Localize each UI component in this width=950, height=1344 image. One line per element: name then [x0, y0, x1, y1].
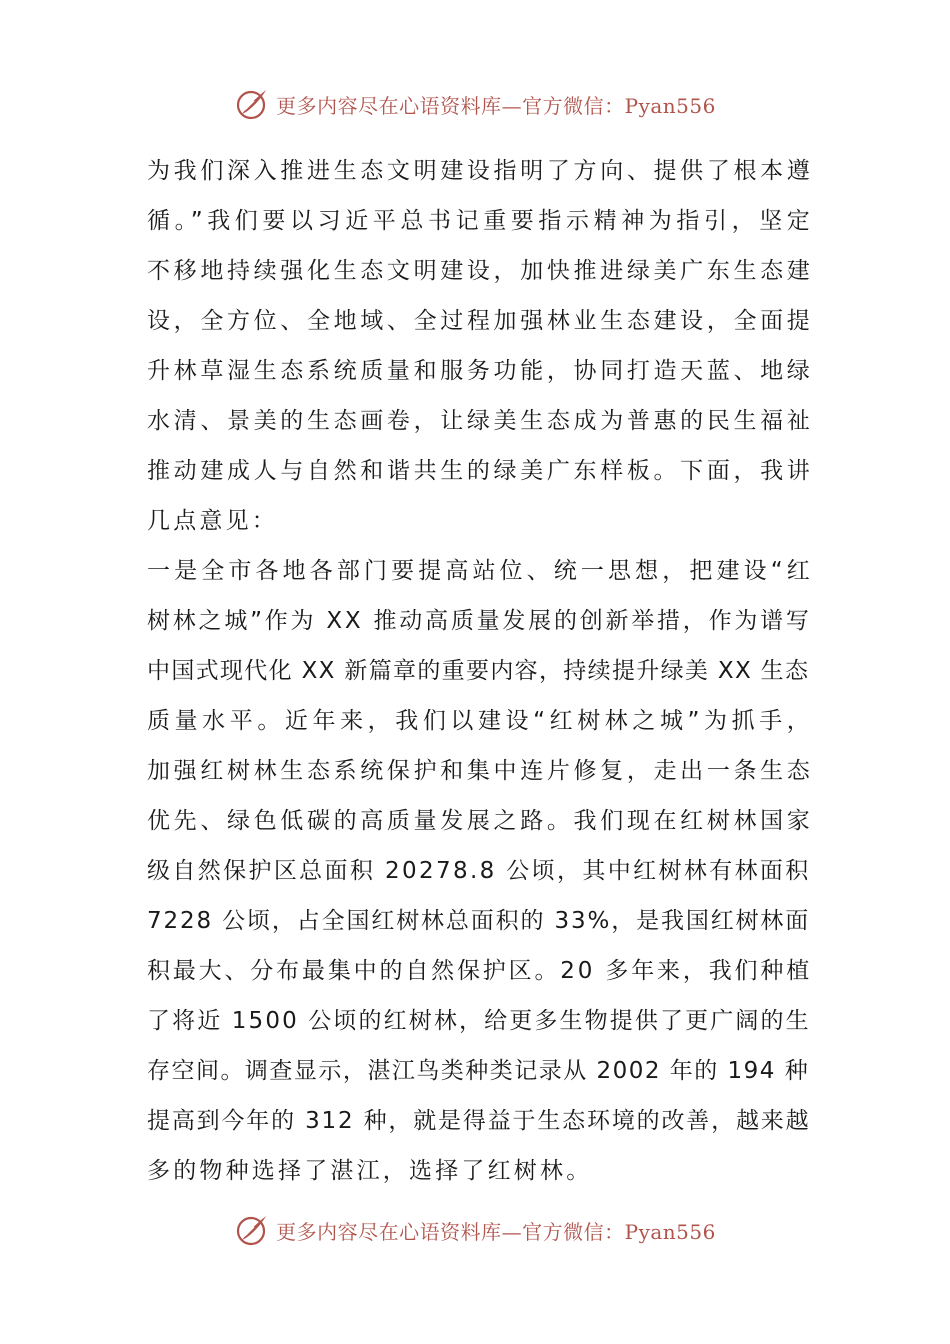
- text-line: 了将近 1500 公顷的红树林，给更多生物提供了更广阔的生: [147, 1008, 811, 1034]
- text-line: 存空间。调查显示，湛江鸟类种类记录从 2002 年的 194 种: [147, 1058, 810, 1084]
- text-line: 优先、绿色低碳的高质量发展之路。我们现在红树林国家: [147, 808, 814, 834]
- text-line: 多的物种选择了湛江，选择了红树林。: [147, 1158, 593, 1184]
- text-line: 树林之城”作为 XX 推动高质量发展的创新举措，作为谱写: [147, 608, 812, 634]
- text-line: 升林草湿生态系统质量和服务功能，协同打造天蓝、地绿: [147, 358, 814, 384]
- text-line: 水清、景美的生态画卷，让绿美生态成为普惠的民生福祉: [147, 408, 814, 434]
- footer-banner-text: 更多内容尽在心语资料库—官方微信：Pyan556: [276, 1219, 716, 1244]
- header-banner: [0, 84, 950, 124]
- text-line: 加强红树林生态系统保护和集中连片修复，走出一条生态: [147, 758, 814, 784]
- text-line: 一是全市各地各部门要提高站位、统一思想，把建设“红: [147, 558, 814, 584]
- text-line: 提高到今年的 312 种，就是得益于生态环境的改善，越来越: [147, 1108, 811, 1134]
- text-line: 不移地持续强化生态文明建设，加快推进绿美广东生态建: [147, 258, 814, 284]
- text-line: 7228 公顷，占全国红树林总面积的 33%，是我国红树林面: [147, 908, 811, 934]
- text-line: 质量水平。近年来，我们以建设“红树林之城”为抓手，: [147, 708, 815, 734]
- header-banner-text: 更多内容尽在心语资料库—官方微信：Pyan556: [276, 93, 716, 118]
- text-line: 为我们深入推进生态文明建设指明了方向、提供了根本遵: [147, 158, 814, 184]
- text-line: 推动建成人与自然和谐共生的绿美广东样板。下面，我讲: [147, 458, 814, 484]
- text-line: 几点意见：: [147, 508, 278, 534]
- body-text: [147, 146, 817, 1196]
- footer-banner: [0, 1210, 950, 1250]
- text-line: 循。”我们要以习近平总书记重要指示精神为指引，坚定: [147, 208, 815, 234]
- text-line: 设，全方位、全地域、全过程加强林业生态建设，全面提: [147, 308, 814, 334]
- quill-logo-icon: [234, 86, 270, 122]
- text-line: 中国式现代化 XX 新篇章的重要内容，持续提升绿美 XX 生态: [147, 658, 810, 684]
- quill-logo-icon: [234, 1212, 270, 1248]
- text-line: 积最大、分布最集中的自然保护区。20 多年来，我们种植: [147, 958, 813, 984]
- text-line: 级自然保护区总面积 20278.8 公顷，其中红树林有林面积: [147, 858, 811, 884]
